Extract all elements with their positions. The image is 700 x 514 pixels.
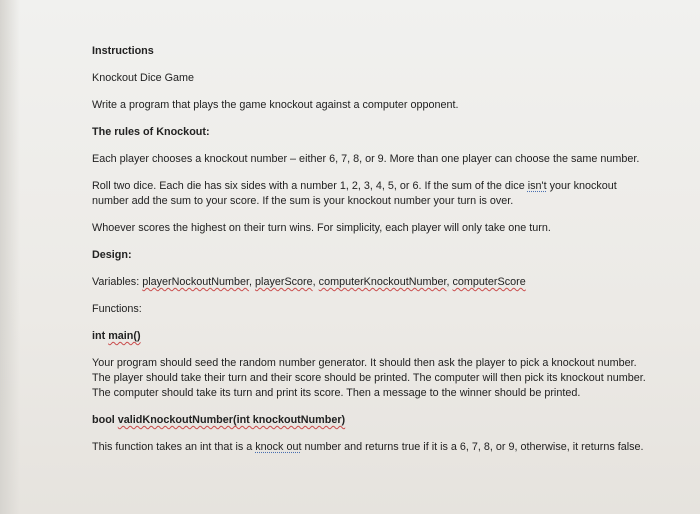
- variable-player-nockout-number: playerNockoutNumber: [142, 276, 250, 288]
- main-description: Your program should seed the random number generator. It should then ask the player to pick a knockout number. The player should take their turn and their score should be printed. The computer will then pick its knockout number. The computer should take its turn and print its score. Then a message to the winner should be printed.: [92, 357, 646, 399]
- variables-label: Variables:: [92, 276, 143, 288]
- variable-player-score: playerScore: [255, 276, 313, 288]
- rule-choose-number: Each player chooses a knockout number – either 6, 7, 8, or 9. More than one player can choose the same number.: [92, 153, 640, 165]
- document-body: [92, 44, 652, 467]
- rule-roll-text-2: your knockout number add the sum to your score. If the sum is your knockout number your turn is over.: [92, 180, 617, 207]
- valid-signature: [92, 413, 652, 428]
- variables-line: [92, 275, 652, 290]
- rules-heading: The rules of Knockout:: [92, 126, 210, 138]
- variables-separator: ,: [446, 276, 453, 288]
- valid-description: [92, 440, 652, 455]
- valid-desc-text-1: This function takes an int that is a: [92, 441, 256, 453]
- variables-separator: ,: [249, 276, 256, 288]
- isnt-word: isn't: [527, 180, 547, 192]
- valid-desc-text-2: number and returns true if it is a 6, 7, 8, or 9, otherwise, it returns false.: [301, 441, 644, 453]
- main-return-type: int: [92, 330, 109, 342]
- variable-computer-score: computerScore: [452, 276, 526, 288]
- main-signature: [92, 329, 652, 344]
- variables-separator: ,: [312, 276, 319, 288]
- valid-return-type: bool: [92, 414, 118, 426]
- instructions-heading: Instructions: [92, 45, 154, 57]
- page-shadow: [0, 0, 20, 514]
- rule-roll-dice: [92, 179, 652, 209]
- valid-function-name: validKnockoutNumber(int knockoutNumber): [117, 414, 346, 426]
- rule-roll-text-1: Roll two dice. Each die has six sides with a number 1, 2, 3, 4, 5, or 6. If the sum of the dice: [92, 180, 528, 192]
- functions-label: Functions:: [92, 303, 142, 315]
- main-function-name: main(): [108, 330, 141, 342]
- variable-computer-knockout-number: computerKnockoutNumber: [318, 276, 447, 288]
- intro-text: Write a program that plays the game knockout against a computer opponent.: [92, 99, 459, 111]
- rule-winner: Whoever scores the highest on their turn wins. For simplicity, each player will only take one turn.: [92, 222, 551, 234]
- game-title: Knockout Dice Game: [92, 72, 195, 84]
- knock-out-phrase: knock out: [255, 441, 302, 453]
- design-heading: Design:: [92, 249, 132, 261]
